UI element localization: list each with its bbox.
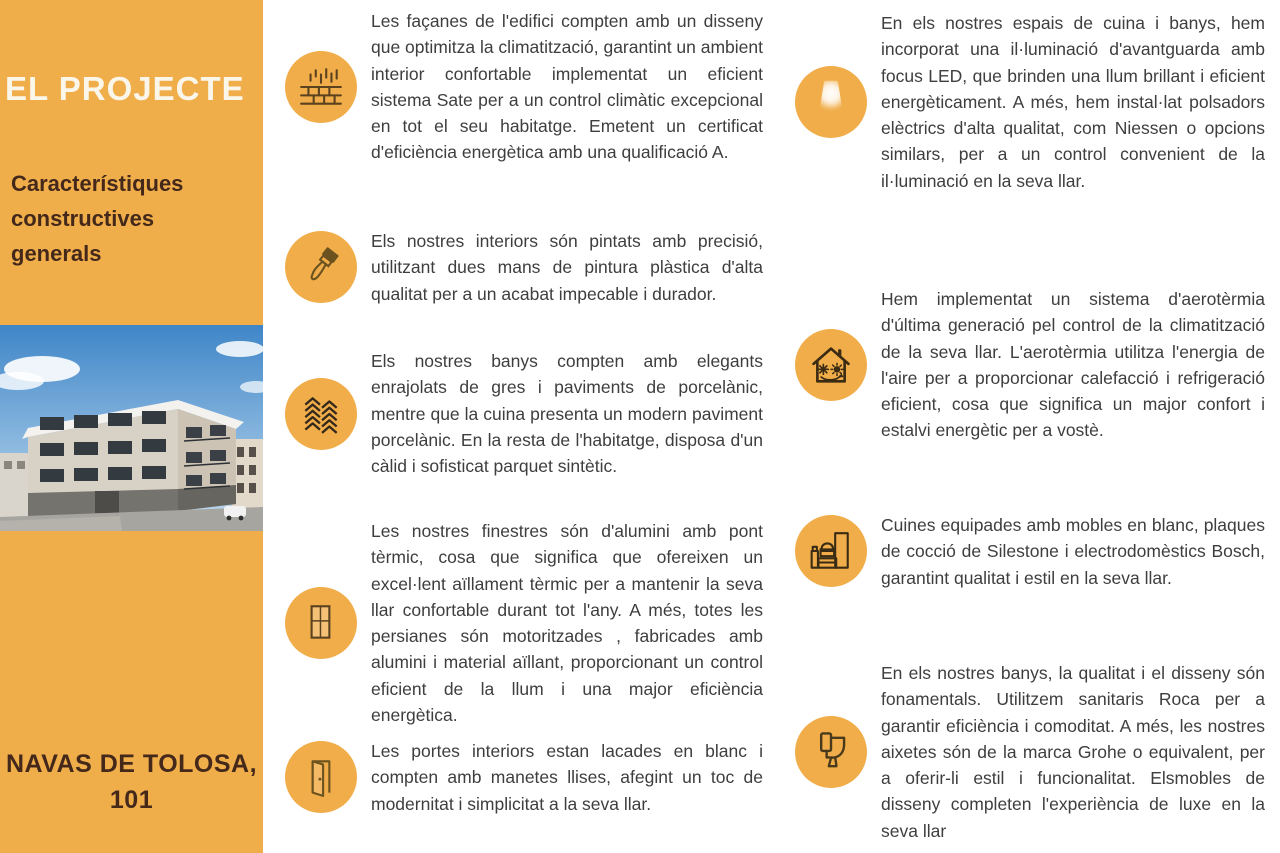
feature-icon-circle (795, 515, 867, 587)
feature-bathroom (795, 660, 1265, 844)
feature-text: Les nostres finestres són d'alumini amb pont tèrmic, cosa que significa que ofereixen un excel·lent aïllament tèrmic per a mantenir la seva llar confortable durant tot l'any. A més, totes les persianes són motoritzades , fabricades amb alumini i material aïllant, proporcionant un control eficient de la llum i una major eficiència energètica. (371, 521, 763, 725)
features-column-middle (285, 0, 765, 853)
feature-icon-circle (285, 378, 357, 450)
building-render-illustration (0, 325, 263, 531)
toilet-icon (807, 728, 855, 776)
building-photo (0, 325, 263, 531)
window-icon (298, 600, 344, 646)
feature-kitchen (795, 512, 1265, 591)
led-light-icon (811, 78, 851, 126)
feature-text: Hem implementat un sistema d'aerotèrmia d'última generació pel control de la climatització de la seva llar. L'aerotèrmia utilitza l'energia de l'aire per a proporcionar calefacció i refrigeració eficient, cosa que significa un major confort i estalvi energètic per a vostè. (881, 289, 1265, 441)
feature-icon-circle (795, 716, 867, 788)
feature-aerothermal (795, 286, 1265, 444)
feature-facades (285, 8, 763, 166)
feature-icon-circle (795, 66, 867, 138)
feature-doors (285, 738, 763, 817)
feature-icon-circle (285, 51, 357, 123)
features-column-right (795, 0, 1265, 853)
brick-wall-icon (298, 64, 344, 110)
page-subtitle: Característiques constructives generals (11, 171, 184, 267)
feature-icon-circle (285, 231, 357, 303)
feature-flooring (285, 348, 763, 479)
feature-text: Els nostres banys compten amb elegants enrajolats de gres i paviments de porcelànic, mentre que la cuina presenta un modern paviment porcelànic. En la resta de l'habitatge, disposa d'un càlid i sofisticat parquet sintètic. (371, 351, 763, 476)
feature-text: En els nostres espais de cuina i banys, hem incorporat una il·luminació d'avantguarda amb focus LED, que brinden una llum brillant i eficient energèticament. A més, hem instal·lat polsadors elèctrics d'alta qualitat, com Niessen o opcions similars, per a un control convenient de la il·luminació en la seva llar. (881, 13, 1265, 191)
feature-lighting (795, 10, 1265, 194)
aerothermal-house-icon (807, 341, 855, 389)
parquet-icon (298, 391, 344, 437)
page-title: EL PROJECTE (5, 70, 245, 107)
open-door-icon (298, 754, 344, 800)
feature-painting (285, 228, 763, 307)
feature-text: Les façanes de l'edifici compten amb un disseny que optimitza la climatització, garantint un ambient interior confortable implementat un eficient sistema Sate per a un control climàtic excepcional en tot el seu habitatge. Emetent un certificat d'eficiència energètica amb una qualificació A. (371, 11, 764, 163)
feature-icon-circle (285, 741, 357, 813)
feature-windows (285, 518, 763, 728)
feature-icon-circle (795, 329, 867, 401)
paint-brush-icon (298, 244, 344, 290)
sidebar (0, 0, 263, 853)
feature-text: En els nostres banys, la qualitat i el disseny són fonamentals. Utilitzem sanitaris Roca per a garantir eficiència i comoditat. A més, les nostres aixetes són de la marca Grohe o equivalent, per a oferir-li estil i funcionalitat. Elsmobles de disseny completen l'experiència de luxe en la seva llar (881, 663, 1265, 841)
feature-icon-circle (285, 587, 357, 659)
feature-text: Els nostres interiors són pintats amb precisió, utilitzant dues mans de pintura plàstica d'alta qualitat per a un acabat impecable i durador. (371, 231, 763, 304)
feature-text: Les portes interiors estan lacades en blanc i compten amb manetes llises, afegint un toc de modernitat i simplicitat a la seva llar. (371, 741, 763, 814)
kitchen-icon (808, 528, 854, 574)
feature-text: Cuines equipades amb mobles en blanc, plaques de cocció de Silestone i electrodomèstics Bosch, garantint qualitat i estil en la seva llar. (881, 515, 1265, 588)
address-label: NAVAS DE TOLOSA, 101 (5, 750, 258, 815)
